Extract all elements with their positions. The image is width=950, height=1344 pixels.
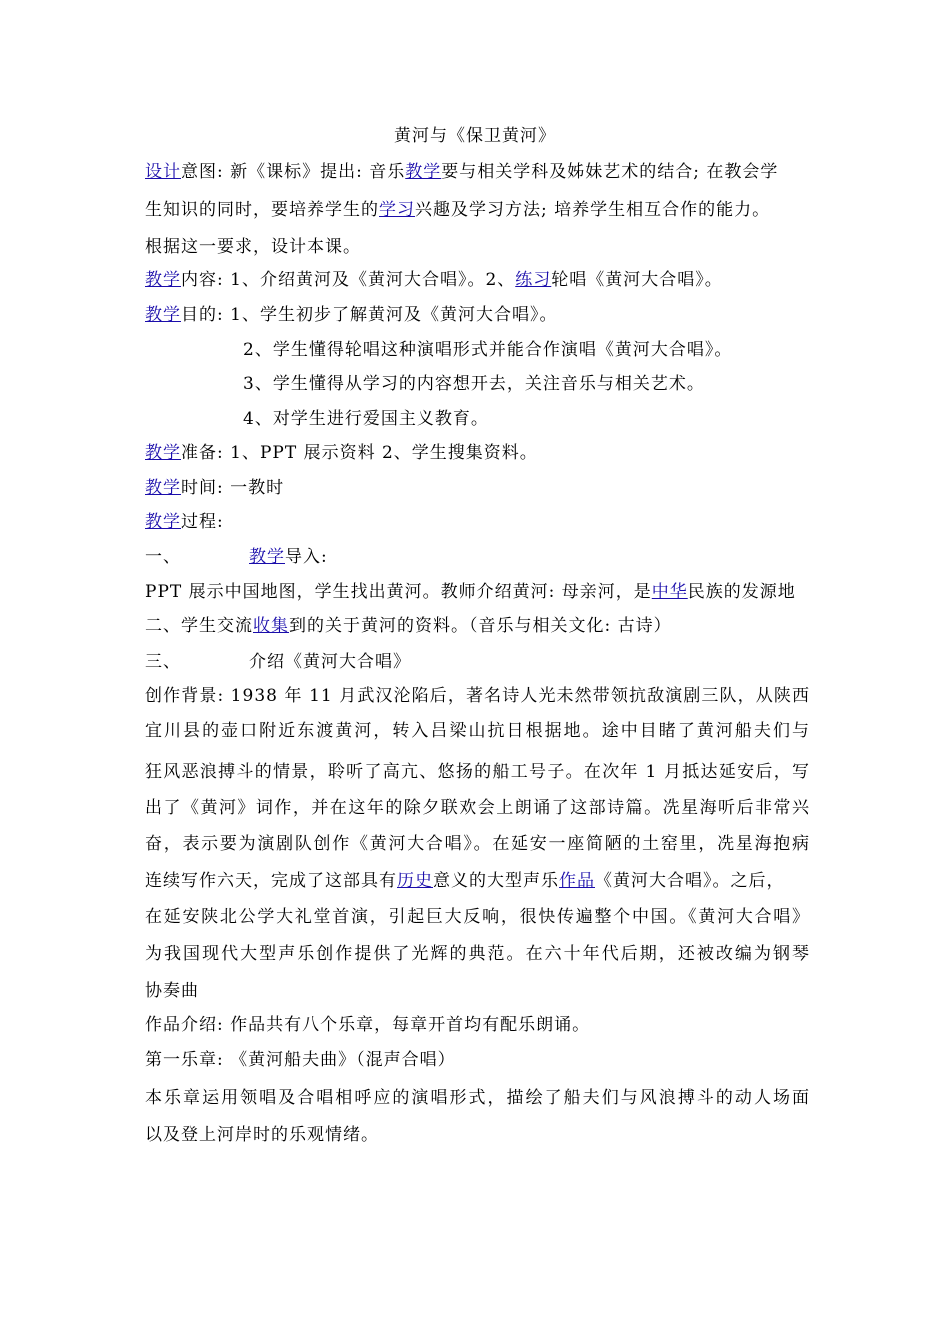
link-china[interactable]: 中华 [651, 582, 688, 602]
link-teaching[interactable]: 教学 [405, 162, 442, 182]
link-history[interactable]: 历史 [397, 871, 433, 891]
background-line-4: 出了《黄河》词作，并在这年的除夕联欢会上朗诵了这部诗篇。冼星海听后非常兴 [145, 798, 810, 818]
link-practice[interactable]: 练习 [515, 270, 552, 290]
prep-line: 教学准备: 1、PPT 展示资料 2、学生搜集资料。 [145, 443, 538, 463]
background-line-1: 创作背景: 1938 年 11 月武汉沦陷后，著名诗人光未然带领抗敌演剧三队，从陕西 [145, 686, 810, 706]
background-line-2: 宜川县的壶口附近东渡黄河，转入吕梁山抗日根据地。途中目睹了黄河船夫们与 [145, 721, 810, 741]
movement1-heading: 第一乐章: 《黄河船夫曲》（混声合唱） [145, 1050, 456, 1070]
background-line-5: 奋，表示要为演剧队创作《黄河大合唱》。在延安一座简陋的土窑里，冼星海抱病 [145, 834, 810, 854]
goals-line-4: 4、对学生进行爱国主义教育。 [243, 409, 489, 429]
link-teaching[interactable]: 教学 [249, 547, 285, 567]
background-line-9: 协奏曲 [145, 981, 199, 1001]
movement1-body-1: 本乐章运用领唱及合唱相呼应的演唱形式，描绘了船夫们与风浪搏斗的动人场面 [145, 1088, 810, 1108]
background-line-7: 在延安陕北公学大礼堂首演，引起巨大反响，很快传遍整个中国。《黄河大合唱》 [145, 907, 810, 927]
background-line-6: 连续写作六天，完成了这部具有历史意义的大型声乐作品《黄河大合唱》。之后， [145, 871, 785, 891]
link-teaching[interactable]: 教学 [145, 270, 181, 290]
intent-line-2: 生知识的同时，要培养学生的学习兴趣及学习方法; 培养学生相互合作的能力。 [145, 200, 771, 220]
step1-heading: 一、 教学导入: [145, 547, 328, 567]
document-title: 黄河与《保卫黄河》 [394, 126, 556, 146]
step3-heading: 三、 介绍《黄河大合唱》 [145, 652, 411, 672]
link-study[interactable]: 学习 [379, 200, 415, 220]
link-teaching[interactable]: 教学 [145, 305, 181, 325]
background-line-3: 狂风恶浪搏斗的情景，聆听了高亢、悠扬的船工号子。在次年 1 月抵达延安后，写 [145, 762, 810, 782]
work-intro-line: 作品介绍: 作品共有八个乐章，每章开首均有配乐朗诵。 [145, 1015, 591, 1035]
movement1-body-2: 以及登上河岸时的乐观情绪。 [145, 1125, 379, 1145]
time-line: 教学时间: 一教时 [145, 478, 285, 498]
intent-line-3: 根据这一要求，设计本课。 [145, 237, 361, 257]
background-line-8: 为我国现代大型声乐创作提供了光辉的典范。在六十年代后期，还被改编为钢琴 [145, 944, 810, 964]
link-teaching[interactable]: 教学 [145, 443, 181, 463]
content-line: 教学内容: 1、介绍黄河及《黄河大合唱》。2、练习轮唱《黄河大合唱》。 [145, 270, 723, 290]
step1-body: PPT 展示中国地图，学生找出黄河。教师介绍黄河: 母亲河，是中华民族的发源地 [145, 582, 796, 602]
link-teaching[interactable]: 教学 [145, 512, 181, 532]
goals-line-3: 3、学生懂得从学习的内容想开去，关注音乐与相关艺术。 [243, 374, 705, 394]
goals-line-1: 教学目的: 1、学生初步了解黄河及《黄河大合唱》。 [145, 305, 558, 325]
link-work[interactable]: 作品 [559, 871, 595, 891]
link-collect[interactable]: 收集 [253, 616, 289, 636]
link-design[interactable]: 设计 [145, 162, 181, 182]
intent-line-1: 设计意图: 新《课标》提出: 音乐教学要与相关学科及姊妹艺术的结合; 在教会学 [145, 162, 779, 182]
link-teaching[interactable]: 教学 [145, 478, 181, 498]
process-line: 教学过程: [145, 512, 224, 532]
goals-line-2: 2、学生懂得轮唱这种演唱形式并能合作演唱《黄河大合唱》。 [243, 340, 733, 360]
step2-line: 二、学生交流收集到的关于黄河的资料。（音乐与相关文化: 古诗） [145, 616, 672, 636]
